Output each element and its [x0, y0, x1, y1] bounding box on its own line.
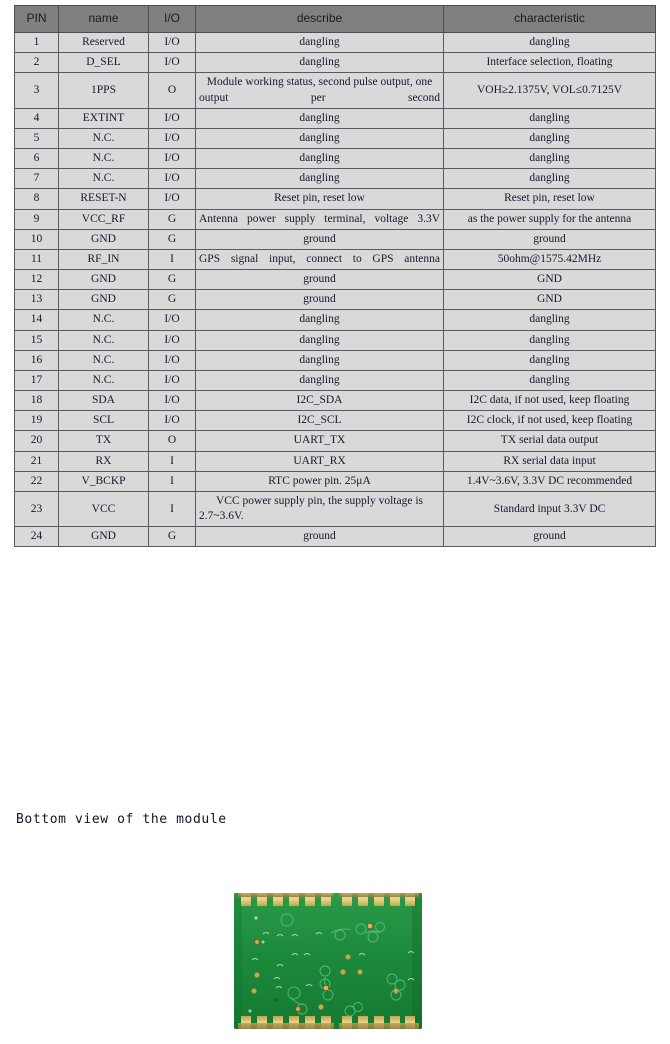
pin-characteristic-cell: I2C data, if not used, keep floating — [444, 391, 656, 411]
pin-characteristic-cell: dangling — [444, 128, 656, 148]
pin-name-cell: N.C. — [59, 330, 149, 350]
pin-describe-cell: dangling — [196, 53, 444, 73]
table-row — [15, 73, 656, 108]
pin-io-cell: I/O — [149, 33, 196, 53]
pin-number-cell: 1 — [15, 33, 59, 53]
pin-io-cell: I/O — [149, 411, 196, 431]
table-row — [15, 290, 656, 310]
pin-name-cell: N.C. — [59, 350, 149, 370]
pin-characteristic-cell: TX serial data output — [444, 431, 656, 451]
pin-number-cell: 6 — [15, 149, 59, 169]
pin-characteristic-cell: dangling — [444, 108, 656, 128]
pin-name-cell: D_SEL — [59, 53, 149, 73]
pin-characteristic-cell: dangling — [444, 350, 656, 370]
table-row — [15, 431, 656, 451]
pin-describe-cell: dangling — [196, 350, 444, 370]
table-row — [15, 310, 656, 330]
table-row — [15, 491, 656, 526]
pin-number-cell: 19 — [15, 411, 59, 431]
pin-name-cell: N.C. — [59, 310, 149, 330]
table-row — [15, 411, 656, 431]
pin-characteristic-cell: 1.4V~3.6V, 3.3V DC recommended — [444, 471, 656, 491]
pin-describe-cell: dangling — [196, 370, 444, 390]
table-row — [15, 270, 656, 290]
table-row — [15, 189, 656, 209]
pin-number-cell: 23 — [15, 491, 59, 526]
pin-io-cell: I/O — [149, 370, 196, 390]
gps-module-pcb-bottom-view-image — [230, 887, 426, 1035]
column-header-io: I/O — [149, 6, 196, 33]
pin-io-cell: I — [149, 249, 196, 269]
pin-name-cell: GND — [59, 229, 149, 249]
pin-number-cell: 4 — [15, 108, 59, 128]
pcb-board — [230, 887, 426, 1035]
pin-describe-cell: GPS signal input, connect to GPS antenna — [196, 249, 444, 269]
table-row — [15, 391, 656, 411]
table-row — [15, 350, 656, 370]
pin-number-cell: 2 — [15, 53, 59, 73]
pin-io-cell: G — [149, 229, 196, 249]
table-row — [15, 53, 656, 73]
pin-name-cell: N.C. — [59, 169, 149, 189]
pin-number-cell: 21 — [15, 451, 59, 471]
pin-characteristic-cell: Interface selection, floating — [444, 53, 656, 73]
table-row — [15, 370, 656, 390]
pin-number-cell: 14 — [15, 310, 59, 330]
pin-name-cell: TX — [59, 431, 149, 451]
pin-describe-cell: ground — [196, 290, 444, 310]
pin-characteristic-cell: RX serial data input — [444, 451, 656, 471]
pin-characteristic-cell: dangling — [444, 330, 656, 350]
pin-characteristic-cell: GND — [444, 290, 656, 310]
pin-name-cell: GND — [59, 290, 149, 310]
pin-io-cell: I/O — [149, 350, 196, 370]
pin-name-cell: VCC_RF — [59, 209, 149, 229]
pin-characteristic-cell: Standard input 3.3V DC — [444, 491, 656, 526]
pin-characteristic-cell: I2C clock, if not used, keep floating — [444, 411, 656, 431]
pin-describe-cell: dangling — [196, 330, 444, 350]
pin-name-cell: RX — [59, 451, 149, 471]
pin-name-cell: N.C. — [59, 149, 149, 169]
pin-describe-cell: Module working status, second pulse output, one output per second — [196, 73, 444, 108]
pin-describe-cell: I2C_SDA — [196, 391, 444, 411]
table-row — [15, 229, 656, 249]
pin-number-cell: 10 — [15, 229, 59, 249]
pin-characteristic-cell: as the power supply for the antenna — [444, 209, 656, 229]
table-header — [15, 6, 656, 33]
pin-describe-cell: dangling — [196, 149, 444, 169]
table-row — [15, 527, 656, 547]
table-row — [15, 451, 656, 471]
pin-number-cell: 20 — [15, 431, 59, 451]
pin-io-cell: I/O — [149, 391, 196, 411]
pin-describe-cell: UART_TX — [196, 431, 444, 451]
pin-number-cell: 5 — [15, 128, 59, 148]
pcb-top-pads — [238, 893, 419, 906]
column-header-describe: describe — [196, 6, 444, 33]
pin-io-cell: I — [149, 451, 196, 471]
pin-name-cell: V_BCKP — [59, 471, 149, 491]
pin-io-cell: G — [149, 290, 196, 310]
pin-name-cell: SDA — [59, 391, 149, 411]
pin-describe-cell: ground — [196, 527, 444, 547]
pin-io-cell: I/O — [149, 310, 196, 330]
table-body — [15, 33, 656, 547]
pin-io-cell: I — [149, 471, 196, 491]
table-row — [15, 33, 656, 53]
pcb-bottom-pads — [238, 1016, 419, 1029]
pin-io-cell: I/O — [149, 53, 196, 73]
pin-name-cell: Reserved — [59, 33, 149, 53]
pin-number-cell: 13 — [15, 290, 59, 310]
pin-describe-cell: UART_RX — [196, 451, 444, 471]
table-row — [15, 108, 656, 128]
pin-characteristic-cell: GND — [444, 270, 656, 290]
pin-io-cell: I/O — [149, 169, 196, 189]
pin-io-cell: I/O — [149, 330, 196, 350]
pin-name-cell: 1PPS — [59, 73, 149, 108]
column-header-name: name — [59, 6, 149, 33]
pin-name-cell: RESET-N — [59, 189, 149, 209]
pin-describe-cell: dangling — [196, 169, 444, 189]
pin-characteristic-cell: dangling — [444, 149, 656, 169]
pin-describe-cell: RTC power pin. 25μA — [196, 471, 444, 491]
pin-name-cell: GND — [59, 527, 149, 547]
pin-number-cell: 17 — [15, 370, 59, 390]
pin-number-cell: 3 — [15, 73, 59, 108]
pin-number-cell: 16 — [15, 350, 59, 370]
table-row — [15, 209, 656, 229]
table-row — [15, 249, 656, 269]
pin-characteristic-cell: dangling — [444, 310, 656, 330]
pin-describe-cell: Antenna power supply terminal, voltage 3.3V — [196, 209, 444, 229]
table-row — [15, 128, 656, 148]
table-row — [15, 471, 656, 491]
pin-name-cell: RF_IN — [59, 249, 149, 269]
pin-name-cell: N.C. — [59, 128, 149, 148]
pin-number-cell: 9 — [15, 209, 59, 229]
pin-name-cell: GND — [59, 270, 149, 290]
pin-io-cell: G — [149, 209, 196, 229]
pin-definition-table-container — [14, 5, 655, 547]
pin-number-cell: 24 — [15, 527, 59, 547]
pin-number-cell: 22 — [15, 471, 59, 491]
pin-describe-cell: Reset pin, reset low — [196, 189, 444, 209]
pin-describe-cell: I2C_SCL — [196, 411, 444, 431]
pin-io-cell: I/O — [149, 189, 196, 209]
pin-describe-cell: ground — [196, 270, 444, 290]
pin-number-cell: 15 — [15, 330, 59, 350]
column-header-characteristic: characteristic — [444, 6, 656, 33]
pin-io-cell: O — [149, 431, 196, 451]
figure-caption: Bottom view of the module — [16, 812, 227, 827]
pin-characteristic-cell: dangling — [444, 33, 656, 53]
pin-definition-table — [14, 5, 656, 547]
pin-io-cell: G — [149, 270, 196, 290]
pin-characteristic-cell: dangling — [444, 169, 656, 189]
pin-describe-cell: dangling — [196, 310, 444, 330]
pin-describe-cell: ground — [196, 229, 444, 249]
table-header-row — [15, 6, 656, 33]
pin-io-cell: I/O — [149, 128, 196, 148]
pin-name-cell: EXTINT — [59, 108, 149, 128]
pin-characteristic-cell: VOH≥2.1375V, VOL≤0.7125V — [444, 73, 656, 108]
pin-number-cell: 8 — [15, 189, 59, 209]
table-row — [15, 169, 656, 189]
pin-io-cell: I/O — [149, 149, 196, 169]
pin-number-cell: 11 — [15, 249, 59, 269]
column-header-pin: PIN — [15, 6, 59, 33]
pin-describe-cell: dangling — [196, 33, 444, 53]
pin-io-cell: I — [149, 491, 196, 526]
pin-describe-cell: dangling — [196, 108, 444, 128]
table-row — [15, 149, 656, 169]
pin-io-cell: G — [149, 527, 196, 547]
pin-describe-cell: dangling — [196, 128, 444, 148]
pin-name-cell: VCC — [59, 491, 149, 526]
pin-number-cell: 12 — [15, 270, 59, 290]
pin-characteristic-cell: ground — [444, 229, 656, 249]
pin-name-cell: N.C. — [59, 370, 149, 390]
pin-name-cell: SCL — [59, 411, 149, 431]
pin-number-cell: 7 — [15, 169, 59, 189]
pin-characteristic-cell: Reset pin, reset low — [444, 189, 656, 209]
pin-characteristic-cell: ground — [444, 527, 656, 547]
pin-describe-cell: VCC power supply pin, the supply voltage is 2.7~3.6V. — [196, 491, 444, 526]
pin-characteristic-cell: 50ohm@1575.42MHz — [444, 249, 656, 269]
pin-io-cell: O — [149, 73, 196, 108]
table-row — [15, 330, 656, 350]
pin-io-cell: I/O — [149, 108, 196, 128]
pin-number-cell: 18 — [15, 391, 59, 411]
pin-characteristic-cell: dangling — [444, 370, 656, 390]
